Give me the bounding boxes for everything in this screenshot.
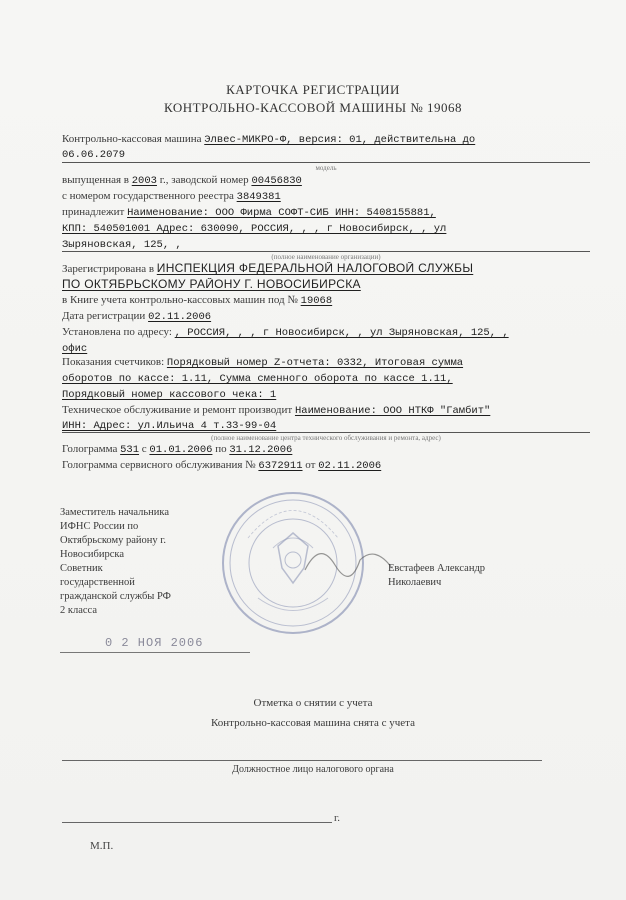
position-line: Советник [60,563,103,574]
install-row [62,326,590,340]
service-holo-from: от [305,459,316,471]
service-inn-row [62,419,590,433]
dereg-heading: Отметка о снятии с учета [253,697,373,709]
position-line: ИФНС России по [60,521,139,532]
mp-label: М.П. [90,840,114,852]
address-cont: Зыряновская, 125, , [62,239,182,251]
counters-label: Показания счетчиков: [62,356,165,368]
official-hint: Должностное лицо налогового органа [232,764,394,775]
position-line: государственной [60,577,135,588]
service-inn: ИНН: Адрес: ул.Ильича 4 т.33-99-04 [62,420,277,432]
state-reg-value: 3849381 [236,191,281,203]
owner-label: принадлежит [62,206,125,218]
holo-to: 31.12.2006 [229,444,293,456]
signatory-position [60,506,210,618]
owner-hint: (полное наименование организации) [271,253,381,261]
kpp-row [62,222,590,236]
turnover-value: оборотов по кассе: 1.11, Сумма сменного оборота по кассе 1.11, [62,373,453,385]
install-value: , РОССИЯ, , , г Новосибирск, , ул Зыряновская, 125, , [174,327,509,339]
kkm-date: 06.06.2079 [62,149,126,161]
position-line: 2 класса [60,605,97,616]
state-reg-row [62,190,590,204]
owner-value: Наименование: ООО Фирма СОФТ-СИБ ИНН: 5408155881, [127,207,436,219]
kkm-hint: модель [315,164,337,172]
counters-value: Порядковый номер Z-отчета: 0332, Итоговая сумма [166,357,464,369]
dereg-subheading: Контрольно-кассовая машина снята с учета [210,717,415,729]
kkm-value: Элвес-МИКРО-Ф, версия: 01, действительна до [204,134,476,146]
book-label: в Книге учета контрольно-кассовых машин под № [62,294,298,306]
reg-date-label: Дата регистрации [62,310,146,322]
reg-date-row [62,310,590,324]
holo-to-label: по [215,443,227,455]
card-subtitle: КОНТРОЛЬНО-КАССОВОЙ МАШИНЫ № 19068 [164,100,462,115]
date-line [60,652,250,653]
year-label: выпущенная в [62,174,129,186]
kkm-row [62,133,590,147]
position-line: Новосибирска [60,549,124,560]
service-line [62,432,590,433]
registered-row-2 [62,278,590,292]
kkm-line [62,162,590,163]
book-value: 19068 [300,295,333,307]
serial-value: 00456830 [251,175,302,187]
reg-date-value: 02.11.2006 [148,311,212,323]
registered-row [62,262,590,276]
year-suffix: г., заводской номер [159,174,249,186]
kkm-date-row [62,148,590,162]
service-value: Наименование: ООО НТКФ "Гамбит" [294,405,491,417]
registered-label: Зарегистрирована в [62,263,155,275]
check-row [62,388,590,402]
signatory-name-line1: Евстафеев Александр [388,563,486,574]
dereg-date-line [62,822,332,823]
state-reg-label: с номером государственного реестра [62,190,234,202]
signatory-name [388,562,558,590]
position-line: Заместитель начальника [60,507,170,518]
registered-value-2: ПО ОКТЯБРЬСКОМУ РАЙОНУ Г. НОВОСИБИРСКА [62,278,361,291]
owner-row [62,206,590,220]
counters-row [62,356,590,370]
book-row [62,294,590,308]
year-row [62,174,590,188]
position-line: Октябрьскому району г. [60,535,167,546]
year-value: 2003 [131,175,157,187]
card-title: КАРТОЧКА РЕГИСТРАЦИИ [226,82,400,97]
holo-from-label: с [141,443,147,455]
check-value: Порядковый номер кассового чека: 1 [62,389,277,401]
signatory-name-line2: Николаевич [388,577,442,588]
service-hint: (полное наименование центра технического обслуживания и ремонта, адрес) [211,434,441,442]
owner-line [62,251,590,252]
service-label: Техническое обслуживание и ремонт производит [62,404,293,416]
registered-value-1: ИНСПЕКЦИЯ ФЕДЕРАЛЬНОЙ НАЛОГОВОЙ СЛУЖБЫ [156,262,474,275]
date-stamp: 0 2 НОЯ 2006 [105,636,204,650]
install-cont-row [62,342,590,356]
dereg-year-suffix: г. [334,812,341,824]
holo-label: Голограмма [62,443,118,455]
address-cont-row [62,238,590,252]
kkm-label: Контрольно-кассовая машина [62,133,202,145]
service-holo-row [62,459,590,473]
service-holo-date: 02.11.2006 [318,460,382,472]
turnover-row [62,372,590,386]
official-line [62,760,542,761]
position-line: гражданской службы РФ [60,591,171,602]
service-holo-value: 6372911 [258,460,303,472]
holo-row [62,443,590,457]
kpp-value: КПП: 540501001 Адрес: 630090, РОССИЯ, , , г Новосибирск, , ул [62,223,447,235]
service-row [62,404,590,418]
service-holo-label: Голограмма сервисного обслуживания № [62,459,256,471]
install-label: Установлена по адресу: [62,326,172,338]
signature-icon [300,530,400,590]
install-cont: офис [62,343,88,355]
holo-value: 531 [120,444,140,456]
holo-from: 01.01.2006 [149,444,213,456]
